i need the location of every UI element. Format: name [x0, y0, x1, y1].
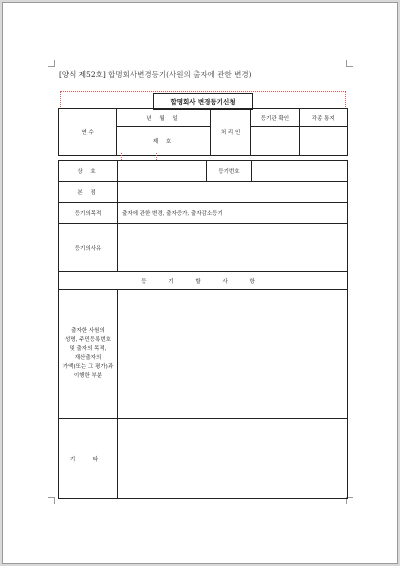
- form-title: 합명회사 변경등기신청: [153, 93, 253, 110]
- notice-label: 각종 통지: [299, 109, 347, 127]
- dotted-guide-left: [60, 91, 61, 107]
- dotted-guide: [60, 91, 346, 92]
- notice-box[interactable]: [299, 127, 347, 156]
- partner-info-label: [59, 290, 118, 419]
- head-office-label: 본 점: [59, 182, 118, 203]
- document-page: [2, 2, 398, 564]
- processor-label: 처 리 인: [210, 109, 250, 156]
- trade-name-label: 상 호: [59, 161, 118, 182]
- reception-date: 년 월 일: [117, 109, 211, 127]
- other-value[interactable]: [118, 419, 348, 499]
- reception-table: [58, 108, 348, 156]
- dotted-guide-right: [345, 91, 346, 107]
- registration-table: [58, 160, 348, 499]
- partner-line-2: 성명, 주민등록번호: [64, 337, 111, 343]
- section-header: 등 기 할 사 항: [59, 272, 348, 290]
- reg-purpose-label: 등기의목적: [59, 203, 118, 224]
- other-label: 기 타: [59, 419, 118, 499]
- partner-line-1: 출자한 사원의: [71, 328, 105, 334]
- form-number-label: [59, 69, 252, 80]
- partner-line-6: 이행한 부분: [73, 373, 103, 379]
- reg-reason-value[interactable]: [118, 224, 348, 272]
- head-office-value[interactable]: [118, 182, 348, 203]
- applicant-label: 연 수: [59, 109, 117, 156]
- partner-line-4: 재산출자의: [74, 355, 102, 361]
- reg-purpose-value: 출자에 관한 변경, 출자증가, 출자감소등기: [118, 203, 348, 224]
- partner-line-5: 가액(또는 그 평가)과: [62, 364, 114, 370]
- partner-info-value[interactable]: [118, 290, 348, 419]
- reception-number: 제 호: [117, 127, 211, 156]
- registrar-check-box[interactable]: [251, 127, 299, 156]
- reg-number-value[interactable]: [252, 161, 348, 182]
- reg-reason-label: 등기의사유: [59, 224, 118, 272]
- registrar-check-label: 등기관 확인: [251, 109, 299, 127]
- partner-line-3: 및 출자의 목적,: [69, 346, 107, 352]
- form-description: 합명회사변경등기(사원의 출자에 관한 변경): [108, 70, 252, 79]
- form-number: [양식 제52호]: [59, 70, 106, 79]
- reg-number-label: 등기번호: [207, 161, 252, 182]
- dotted-connector: [121, 153, 157, 160]
- trade-name-value[interactable]: [118, 161, 207, 182]
